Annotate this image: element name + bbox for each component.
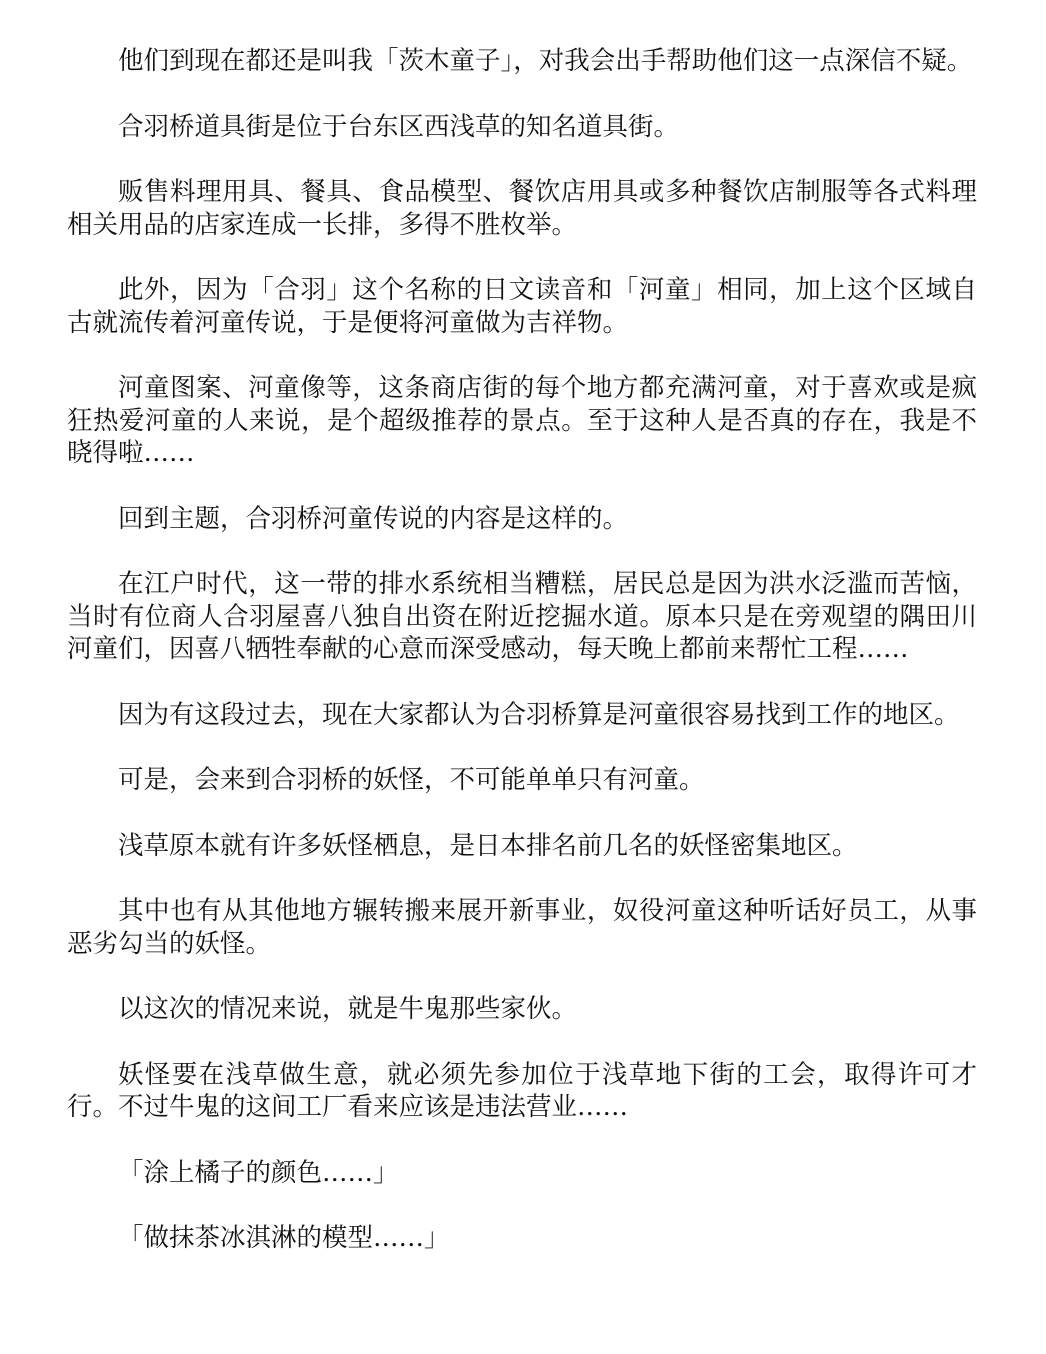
paragraph: 在江户时代，这一带的排水系统相当糟糕，居民总是因为洪水泛滥而苦恼，当时有位商人合羽屋喜八独自出资在附近挖掘水道。原本只是在旁观望的隅田川河童们，因喜八牺牲奉献的心意而深受感动，每天晚上都前来帮忙工程…… [67, 569, 977, 664]
paragraph: 以这次的情况来说，就是牛鬼那些家伙。 [118, 994, 578, 1024]
paragraph: 贩售料理用具、餐具、食品模型、餐饮店用具或多种餐饮店制服等各式料理相关用品的店家连成一长排，多得不胜枚举。 [67, 177, 977, 240]
paragraph: 他们到现在都还是叫我「茨木童子」，对我会出手帮助他们这一点深信不疑。 [118, 46, 973, 76]
paragraph: 回到主题，合羽桥河童传说的内容是这样的。 [118, 503, 629, 534]
paragraph: 其中也有从其他地方辗转搬来展开新事业，奴役河童这种听话好员工，从事恶劣勾当的妖怪。 [67, 896, 977, 959]
paragraph: 合羽桥道具街是位于台东区西浅草的知名道具街。 [118, 111, 680, 142]
dialogue-line: 「涂上橘子的颜色……」 [118, 1157, 399, 1188]
paragraph: 妖怪要在浅草做生意，就必须先参加位于浅草地下街的工会，取得许可才行。不过牛鬼的这间工厂看来应该是违法营业…… [67, 1059, 977, 1122]
document-page [67, 45, 977, 1288]
dialogue-line: 「做抹茶冰淇淋的模型……」 [118, 1223, 450, 1253]
paragraph: 可是，会来到合羽桥的妖怪，不可能单单只有河童。 [118, 765, 705, 795]
paragraph: 此外，因为「合羽」这个名称的日文读音和「河童」相同，加上这个区域自古就流传着河童传说，于是便将河童做为吉祥物。 [67, 275, 977, 338]
paragraph: 浅草原本就有许多妖怪栖息，是日本排名前几名的妖怪密集地区。 [118, 830, 858, 861]
paragraph: 河童图案、河童像等，这条商店街的每个地方都充满河童，对于喜欢或是疯狂热爱河童的人来说，是个超级推荐的景点。至于这种人是否真的存在，我是不晓得啦…… [67, 373, 977, 468]
paragraph: 因为有这段过去，现在大家都认为合羽桥算是河童很容易找到工作的地区。 [118, 699, 960, 730]
